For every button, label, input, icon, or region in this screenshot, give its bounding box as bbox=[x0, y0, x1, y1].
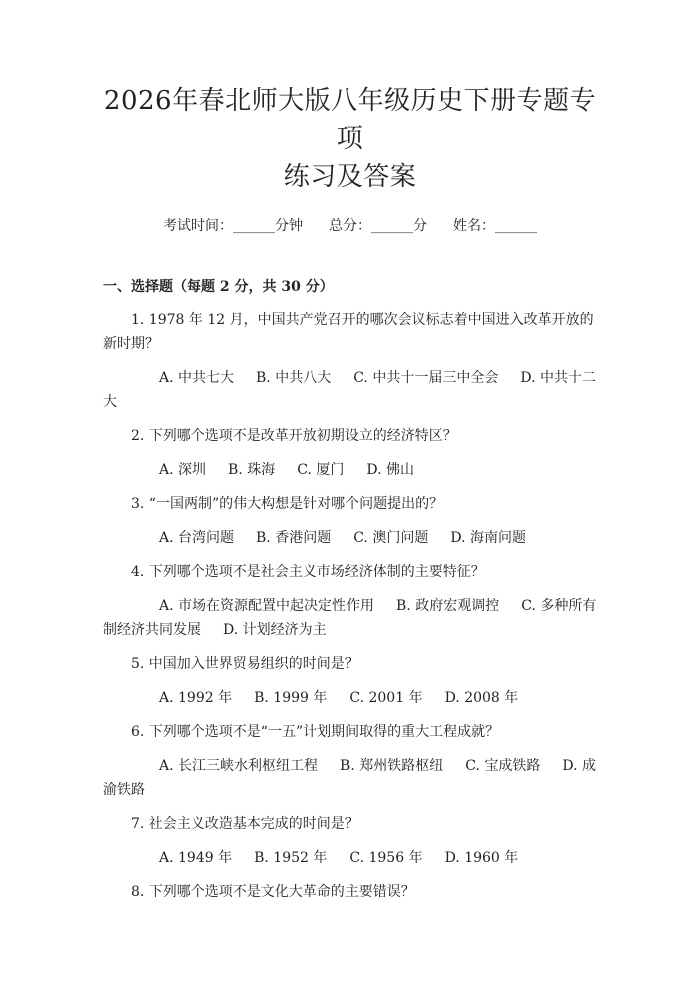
option-c: C. 中共十一届三中全会 bbox=[353, 370, 499, 386]
option-a: A. 1949 年 bbox=[159, 850, 233, 866]
option-b: B. 珠海 bbox=[228, 462, 276, 478]
option-b: B. 1952 年 bbox=[254, 850, 328, 866]
question-2: 2. 下列哪个选项不是改革开放初期设立的经济特区？ bbox=[131, 428, 457, 444]
option-c: C. 2001 年 bbox=[349, 690, 423, 706]
option-d: D. 1960 年 bbox=[444, 850, 519, 866]
title-line-1: 2026年春北师大版八年级历史下册专题专项 bbox=[103, 86, 597, 154]
option-d: D. 2008 年 bbox=[444, 690, 519, 706]
option-a: A. 长江三峡水利枢纽工程 bbox=[159, 758, 319, 774]
question-2-options bbox=[103, 458, 597, 482]
question-list bbox=[103, 308, 597, 904]
exam-score: 总分：______分 bbox=[329, 218, 427, 234]
option-a: A. 1992 年 bbox=[159, 690, 233, 706]
question-3-options bbox=[103, 526, 597, 550]
question-5-options bbox=[103, 686, 597, 710]
question-8: 8. 下列哪个选项不是文化大革命的主要错误？ bbox=[131, 884, 415, 900]
option-a: A. 中共七大 bbox=[159, 370, 235, 386]
exam-page bbox=[0, 82, 700, 987]
exam-time: 考试时间：______分钟 bbox=[163, 218, 303, 234]
exam-meta bbox=[103, 216, 597, 236]
question-6-options bbox=[103, 754, 597, 802]
option-d: D. 中共十二大 bbox=[103, 370, 596, 410]
question-5: 5. 中国加入世界贸易组织的时间是？ bbox=[131, 656, 359, 672]
question-3: 3. “一国两制”的伟大构想是针对哪个问题提出的？ bbox=[131, 496, 444, 512]
question-7-options bbox=[103, 846, 597, 870]
option-b: B. 政府宏观调控 bbox=[396, 598, 500, 614]
option-c: C. 多种所有制经济共同发展 bbox=[103, 598, 597, 638]
exam-name: 姓名：______ bbox=[453, 218, 537, 234]
option-b: B. 郑州铁路枢纽 bbox=[340, 758, 444, 774]
question-1: 1. 1978 年 12 月，中国共产党召开的哪次会议标志着中国进入改革开放的新时期？ bbox=[103, 312, 594, 352]
option-d: D. 成渝铁路 bbox=[103, 758, 596, 798]
option-b: B. 香港问题 bbox=[256, 530, 332, 546]
option-a: A. 市场在资源配置中起决定性作用 bbox=[159, 598, 375, 614]
option-c: C. 宝成铁路 bbox=[465, 758, 541, 774]
question-4: 4. 下列哪个选项不是社会主义市场经济体制的主要特征？ bbox=[131, 564, 485, 580]
question-1-options bbox=[103, 366, 597, 414]
option-d: D. 计划经济为主 bbox=[223, 622, 327, 638]
option-b: B. 中共八大 bbox=[256, 370, 332, 386]
question-6: 6. 下列哪个选项不是“一五”计划期间取得的重大工程成就？ bbox=[131, 724, 500, 740]
title-line-2: 练习及答案 bbox=[283, 162, 417, 192]
page-title bbox=[103, 82, 597, 196]
section-heading-choice: 一、选择题（每题 2 分，共 30 分） bbox=[103, 279, 334, 295]
option-d: D. 海南问题 bbox=[450, 530, 526, 546]
option-c: C. 1956 年 bbox=[349, 850, 423, 866]
question-7: 7. 社会主义改造基本完成的时间是？ bbox=[131, 816, 359, 832]
option-c: C. 厦门 bbox=[297, 462, 345, 478]
option-d: D. 佛山 bbox=[366, 462, 414, 478]
option-a: A. 台湾问题 bbox=[159, 530, 235, 546]
option-b: B. 1999 年 bbox=[254, 690, 328, 706]
question-4-options bbox=[103, 594, 597, 642]
option-c: C. 澳门问题 bbox=[353, 530, 429, 546]
option-a: A. 深圳 bbox=[159, 462, 207, 478]
